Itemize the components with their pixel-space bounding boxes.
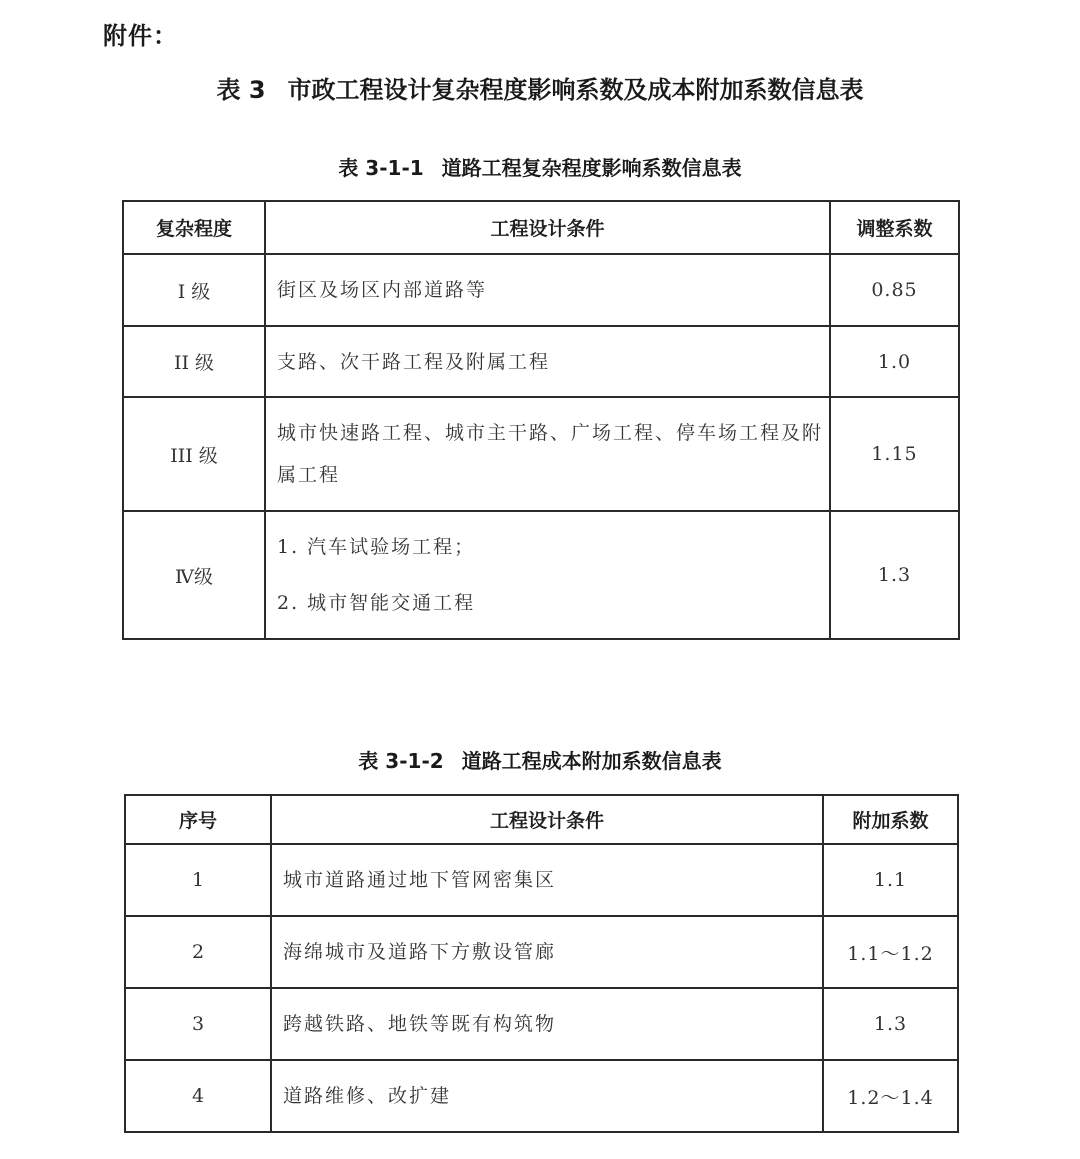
table1-caption — [0, 152, 1080, 181]
coefficient-cell: 1.15 — [830, 397, 959, 511]
table-row — [125, 916, 958, 988]
attachment-label: 附件： — [103, 22, 178, 50]
level-cell: I 级 — [123, 254, 265, 326]
condition-cell: 城市道路通过地下管网密集区 — [271, 844, 823, 916]
condition-cell: 支路、次干路工程及附属工程 — [265, 326, 830, 397]
document-title-number: 表 3 — [216, 76, 266, 104]
table-row — [123, 254, 959, 326]
coefficient-cell: 1.2～1.4 — [823, 1060, 958, 1132]
complexity-coefficient-table — [122, 200, 960, 640]
level-cell: III 级 — [123, 397, 265, 511]
coefficient-cell: 1.3 — [823, 988, 958, 1060]
condition-cell — [265, 511, 830, 639]
table1-caption-text: 道路工程复杂程度影响系数信息表 — [441, 156, 742, 180]
table2-caption-number: 表 3-1-2 — [358, 749, 444, 773]
table1-caption-number: 表 3-1-1 — [338, 156, 424, 180]
coefficient-cell: 1.3 — [830, 511, 959, 639]
coefficient-cell: 1.1～1.2 — [823, 916, 958, 988]
header-complexity: 复杂程度 — [123, 201, 265, 254]
table-row — [123, 397, 959, 511]
table-row — [123, 326, 959, 397]
header-additional-coefficient: 附加系数 — [823, 795, 958, 844]
table2-caption-text: 道路工程成本附加系数信息表 — [461, 749, 722, 773]
condition-cell: 跨越铁路、地铁等既有构筑物 — [271, 988, 823, 1060]
header-design-condition: 工程设计条件 — [265, 201, 830, 254]
document-title — [0, 70, 1080, 105]
header-index: 序号 — [125, 795, 271, 844]
table-header-row — [125, 795, 958, 844]
table-row — [125, 844, 958, 916]
condition-list-item: 1. 汽车试验场工程； — [277, 536, 476, 558]
table-header-row — [123, 201, 959, 254]
level-cell: II 级 — [123, 326, 265, 397]
coefficient-cell: 0.85 — [830, 254, 959, 326]
condition-cell: 海绵城市及道路下方敷设管廊 — [271, 916, 823, 988]
index-cell: 4 — [125, 1060, 271, 1132]
header-adjustment-coefficient: 调整系数 — [830, 201, 959, 254]
table2-caption — [0, 745, 1080, 774]
cost-additional-coefficient-table — [124, 794, 959, 1133]
coefficient-cell: 1.0 — [830, 326, 959, 397]
header-design-condition: 工程设计条件 — [271, 795, 823, 844]
table-row — [125, 988, 958, 1060]
condition-cell: 道路维修、改扩建 — [271, 1060, 823, 1132]
index-cell: 1 — [125, 844, 271, 916]
table-row — [123, 511, 959, 639]
document-title-text: 市政工程设计复杂程度影响系数及成本附加系数信息表 — [287, 76, 864, 104]
condition-list-item: 2. 城市智能交通工程 — [277, 592, 476, 614]
coefficient-cell: 1.1 — [823, 844, 958, 916]
condition-cell: 街区及场区内部道路等 — [265, 254, 830, 326]
index-cell: 3 — [125, 988, 271, 1060]
condition-cell: 城市快速路工程、城市主干路、广场工程、停车场工程及附属工程 — [265, 397, 830, 511]
level-cell: Ⅳ级 — [123, 511, 265, 639]
table-row — [125, 1060, 958, 1132]
index-cell: 2 — [125, 916, 271, 988]
